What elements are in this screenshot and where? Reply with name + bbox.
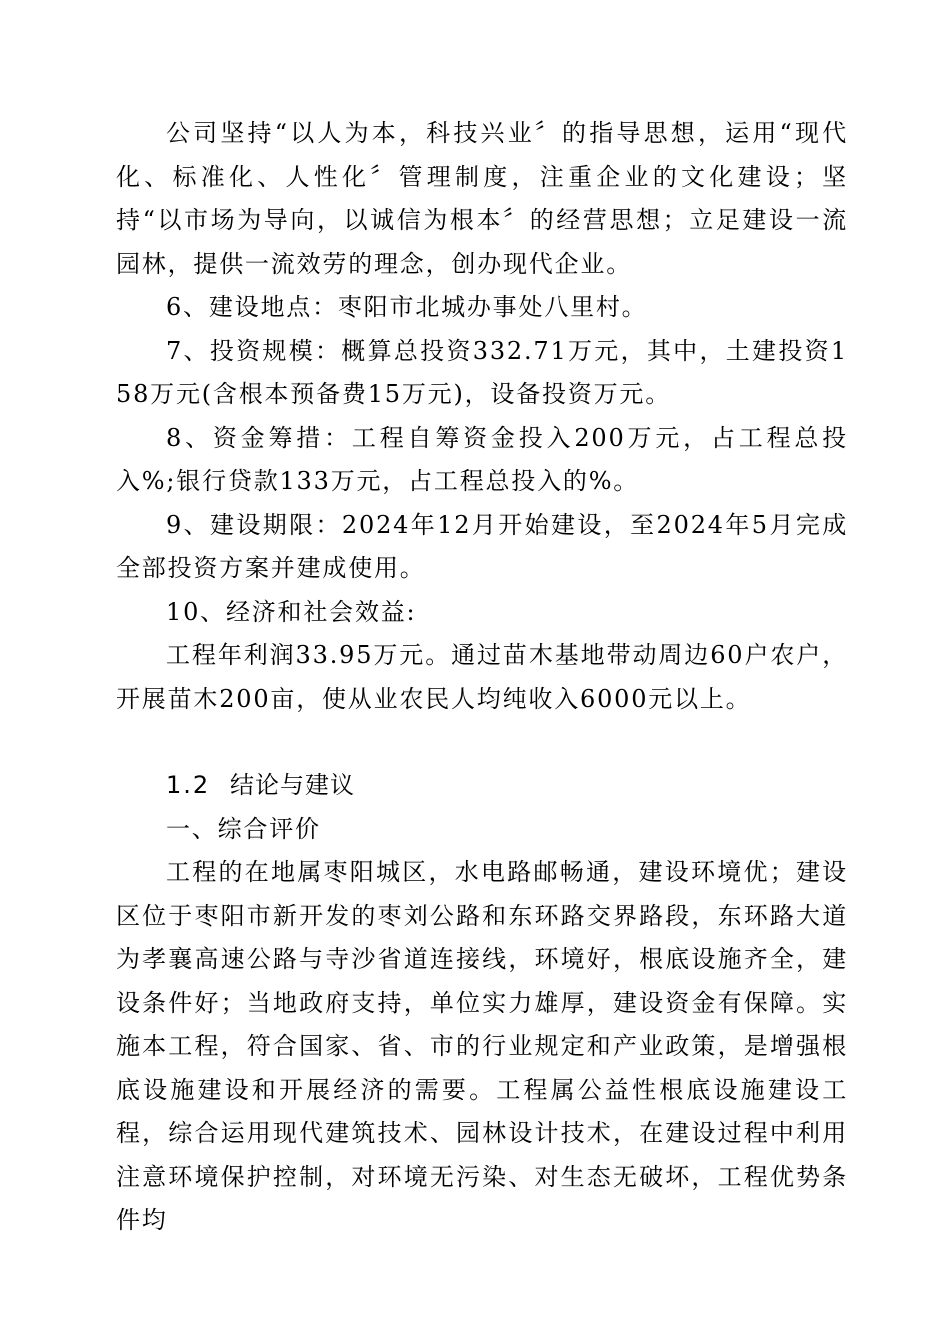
investment-scale-paragraph: 7、投资规模：概算总投资332.71万元，其中，土建投资158万元(含根本预备费15万元)，设备投资万元。 bbox=[116, 336, 848, 408]
evaluation-paragraph: 工程的在地属枣阳城区，水电路邮畅通，建设环境优；建设区位于枣阳市新开发的枣刘公路和东环路交界路段，东环路大道为孝襄高速公路与寺沙省道连接线，环境好，根底设施齐全，建设条件好；当地政府支持，单位实力雄厚，建设资金有保障。实施本工程，符合国家、省、市的行业规定和产业政策，是增强根底设施建设和开展经济的需要。工程属公益性根底设施建设工程，综合运用现代建筑技术、园林设计技术，在建设过程中利用注意环境保护控制，对环境无污染、对生态无破坏，工程优势条件均 bbox=[116, 858, 848, 1234]
section-number: 1.2 bbox=[166, 771, 211, 799]
construction-period-paragraph: 9、建设期限：2024年12月开始建设，至2024年5月完成全部投资方案并建成使用。 bbox=[116, 510, 848, 582]
fund-raising-paragraph: 8、资金筹措：工程自筹资金投入200万元，占工程总投入%;银行贷款133万元，占工程总投入的%。 bbox=[116, 423, 848, 495]
section-heading bbox=[116, 764, 848, 808]
profit-paragraph: 工程年利润33.95万元。通过苗木基地带动周边60户农户，开展苗木200亩，使从业农民人均纯收入6000元以上。 bbox=[116, 641, 848, 713]
section-title: 结论与建议 bbox=[230, 771, 355, 799]
company-philosophy-paragraph: 公司坚持“以人为本，科技兴业〞的指导思想，运用“现代化、标准化、人性化〞管理制度，注重企业的文化建设；坚持“以市场为导向，以诚信为根本〞的经营思想；立足建设一流园林，提供一流效劳的理念，创办现代企业。 bbox=[116, 119, 848, 278]
benefits-heading-paragraph: 10、经济和社会效益: bbox=[166, 597, 417, 626]
construction-location-paragraph: 6、建设地点：枣阳市北城办事处八里村。 bbox=[166, 293, 648, 321]
section-spacer bbox=[116, 721, 848, 764]
document-body bbox=[116, 112, 848, 1243]
subheading-comprehensive-evaluation: 一、综合评价 bbox=[166, 814, 321, 843]
